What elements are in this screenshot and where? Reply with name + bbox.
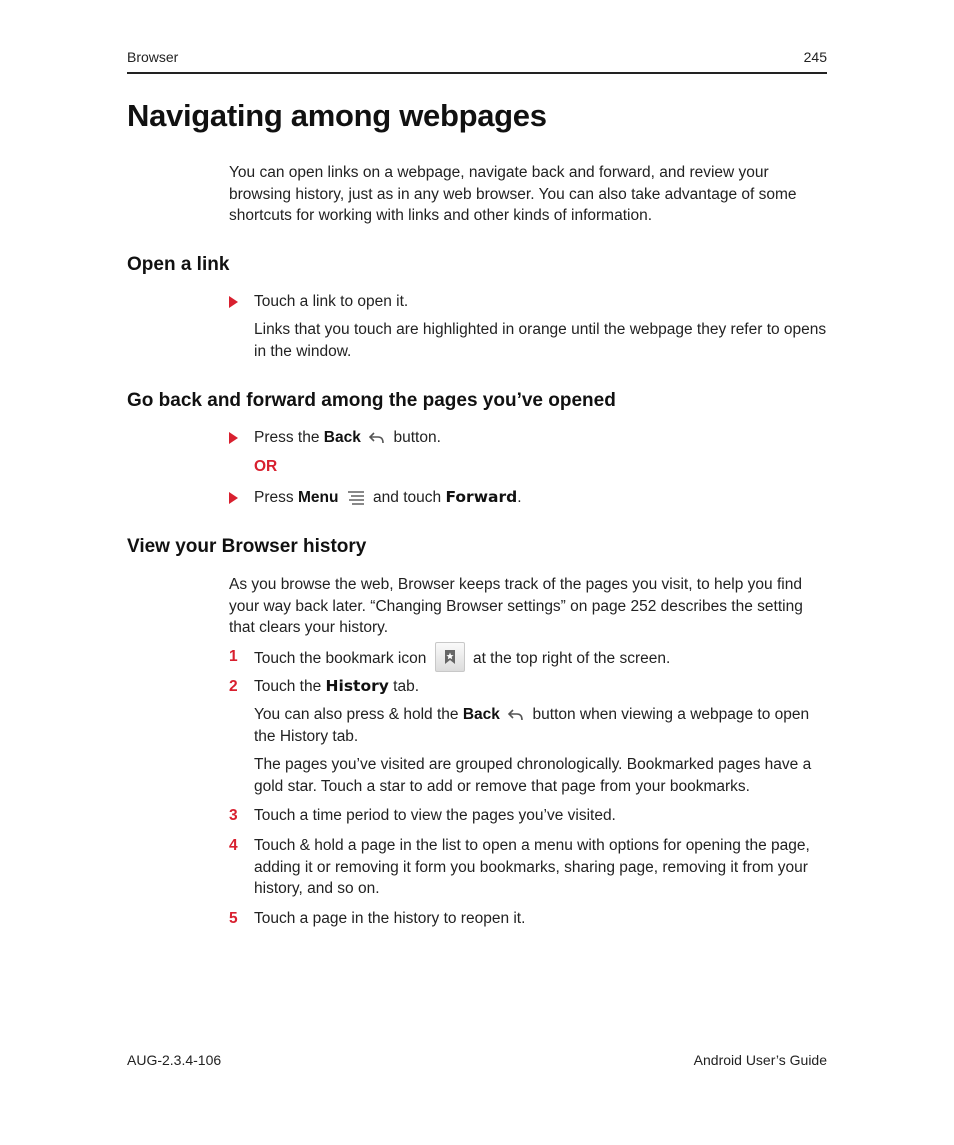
back-step — [229, 427, 829, 449]
menu-icon — [346, 490, 366, 506]
page-title: Navigating among webpages — [127, 98, 547, 133]
back-key-label: Back — [323, 429, 361, 446]
note-1-pre: You can also press & hold the — [254, 706, 459, 723]
history-step-4 — [229, 835, 829, 900]
step-3-text: Touch a time period to view the pages you’ve visited. — [254, 807, 616, 824]
step-number: 4 — [229, 837, 238, 854]
intro-paragraph: You can open links on a webpage, navigate back and forward, and review your browsing history, just as in any web browser. You can also take advantage of some shortcuts for working with links and other kinds of information. — [229, 164, 797, 224]
step-number: 3 — [229, 807, 238, 824]
history-step-5 — [229, 908, 829, 930]
bullet-arrow-icon — [229, 296, 238, 308]
step-1-pre: Touch the bookmark icon — [254, 650, 427, 668]
forward-step-mid: and touch — [373, 489, 442, 506]
back-step-post: button. — [393, 429, 441, 446]
open-link-heading: Open a link — [127, 254, 230, 275]
page-number: 245 — [803, 49, 827, 65]
history-note-2: The pages you’ve visited are grouped chronologically. Bookmarked pages have a gold star. Touch a star to add or remove that page from your bookmarks. — [254, 756, 812, 795]
note-1-post: button when viewing a webpage to open the History tab. — [254, 706, 810, 745]
menu-key-label: Menu — [297, 489, 339, 506]
bullet-arrow-icon — [229, 492, 238, 504]
open-link-step-text: Touch a link to open it. — [254, 293, 409, 310]
history-intro: As you browse the web, Browser keeps track of the pages you visit, to help you find your way back later. “Changing Browser settings” on page 252 describes the setting that clears your history. — [229, 576, 803, 636]
bullet-arrow-icon — [229, 432, 238, 444]
or-separator: OR — [254, 458, 278, 475]
step-number: 2 — [229, 678, 238, 695]
step-2-pre: Touch the — [254, 678, 322, 695]
bookmark-icon — [435, 642, 465, 672]
step-number: 1 — [229, 648, 238, 665]
history-tab-label: History — [325, 677, 389, 695]
forward-step-pre: Press — [254, 489, 294, 506]
back-forward-heading: Go back and forward among the pages you’ve opened — [127, 390, 616, 411]
step-1-post: at the top right of the screen. — [472, 650, 671, 668]
history-step-2 — [229, 676, 829, 698]
back-key-label: Back — [462, 706, 500, 723]
forward-step — [229, 487, 829, 509]
footer-doc-id: AUG-2.3.4-106 — [127, 1052, 222, 1068]
step-5-text: Touch a page in the history to reopen it. — [254, 910, 526, 927]
open-link-note: Links that you touch are highlighted in orange until the webpage they refer to opens in the window. — [254, 321, 827, 360]
footer-guide-title: Android User’s Guide — [693, 1052, 827, 1068]
step-2-post: tab. — [393, 678, 420, 695]
forward-step-post: . — [517, 489, 522, 506]
running-header-section: Browser — [127, 49, 179, 65]
back-step-pre: Press the — [254, 429, 320, 446]
step-4-text: Touch & hold a page in the list to open a menu with options for opening the page, adding it or removing it form you bookmarks, sharing page, removing it from your history, and so on. — [254, 837, 810, 897]
open-link-step — [229, 291, 829, 313]
history-step-1 — [229, 646, 829, 672]
history-note-1 — [254, 704, 829, 747]
back-icon — [368, 431, 386, 445]
back-icon — [507, 708, 525, 722]
header-rule — [127, 72, 827, 74]
history-heading: View your Browser history — [127, 536, 367, 557]
history-step-3 — [229, 805, 829, 827]
forward-option-label: Forward — [445, 488, 518, 506]
step-number: 5 — [229, 910, 238, 927]
